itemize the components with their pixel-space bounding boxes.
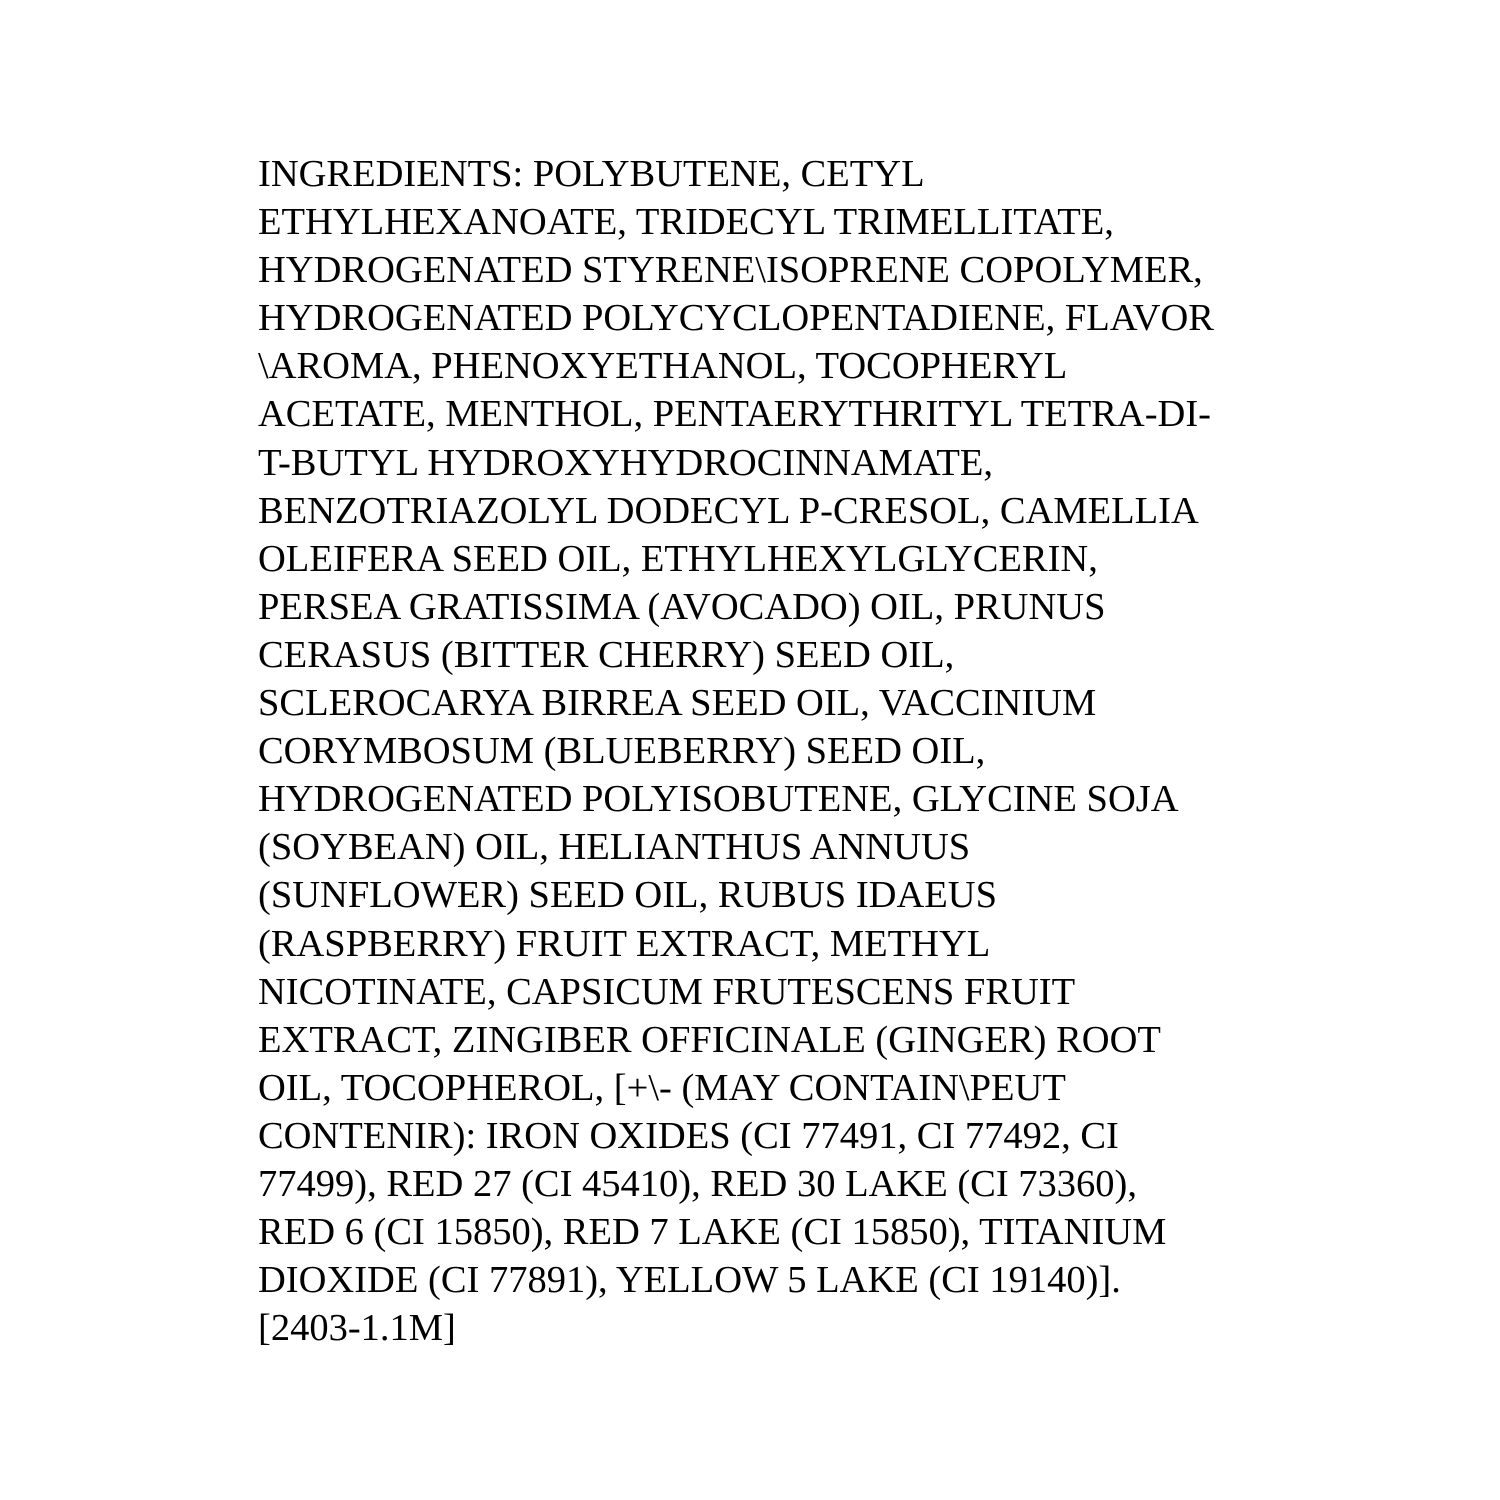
ingredients-line: CONTENIR): IRON OXIDES (CI 77491, CI 77492, CI (258, 1114, 1119, 1157)
ingredients-line: EXTRACT, ZINGIBER OFFICINALE (GINGER) ROOT (258, 1018, 1161, 1061)
ingredients-list (258, 150, 1258, 1352)
ingredients-line: SCLEROCARYA BIRREA SEED OIL, VACCINIUM (258, 682, 1097, 725)
ingredients-line: ACETATE, MENTHOL, PENTAERYTHRITYL TETRA-DI- (258, 393, 1212, 436)
ingredients-line: RED 6 (CI 15850), RED 7 LAKE (CI 15850), TITANIUM (258, 1211, 1167, 1254)
ingredients-line: BENZOTRIAZOLYL DODECYL P-CRESOL, CAMELLIA (258, 489, 1199, 532)
ingredients-line: HYDROGENATED POLYCYCLOPENTADIENE, FLAVOR (258, 297, 1214, 340)
batch-code: [2403-1.1M] (258, 1307, 456, 1350)
ingredients-line: \AROMA, PHENOXYETHANOL, TOCOPHERYL (258, 345, 1068, 388)
ingredients-line: HYDROGENATED POLYISOBUTENE, GLYCINE SOJA (258, 778, 1179, 821)
ingredients-line: (SOYBEAN) OIL, HELIANTHUS ANNUUS (258, 826, 971, 869)
ingredients-line: HYDROGENATED STYRENE\ISOPRENE COPOLYMER, (258, 249, 1203, 292)
ingredients-line: (RASPBERRY) FRUIT EXTRACT, METHYL (258, 922, 991, 965)
ingredients-line: DIOXIDE (CI 77891), YELLOW 5 LAKE (CI 19140)]. (258, 1259, 1121, 1302)
ingredients-line: ETHYLHEXANOATE, TRIDECYL TRIMELLITATE, (258, 201, 1114, 244)
ingredients-line: 77499), RED 27 (CI 45410), RED 30 LAKE (CI 73360), (258, 1162, 1137, 1205)
ingredients-line: OLEIFERA SEED OIL, ETHYLHEXYLGLYCERIN, (258, 537, 1098, 580)
ingredients-line: NICOTINATE, CAPSICUM FRUTESCENS FRUIT (258, 970, 1076, 1013)
ingredients-line: OIL, TOCOPHEROL, [+\- (MAY CONTAIN\PEUT (258, 1066, 1066, 1109)
ingredients-line: CORYMBOSUM (BLUEBERRY) SEED OIL, (258, 730, 986, 773)
ingredients-line: (SUNFLOWER) SEED OIL, RUBUS IDAEUS (258, 874, 997, 917)
ingredients-line: INGREDIENTS: POLYBUTENE, CETYL (258, 153, 925, 195)
ingredients-line: T-BUTYL HYDROXYHYDROCINNAMATE, (258, 441, 994, 484)
ingredients-line: CERASUS (BITTER CHERRY) SEED OIL, (258, 633, 955, 676)
ingredients-line: PERSEA GRATISSIMA (AVOCADO) OIL, PRUNUS (258, 585, 1106, 628)
